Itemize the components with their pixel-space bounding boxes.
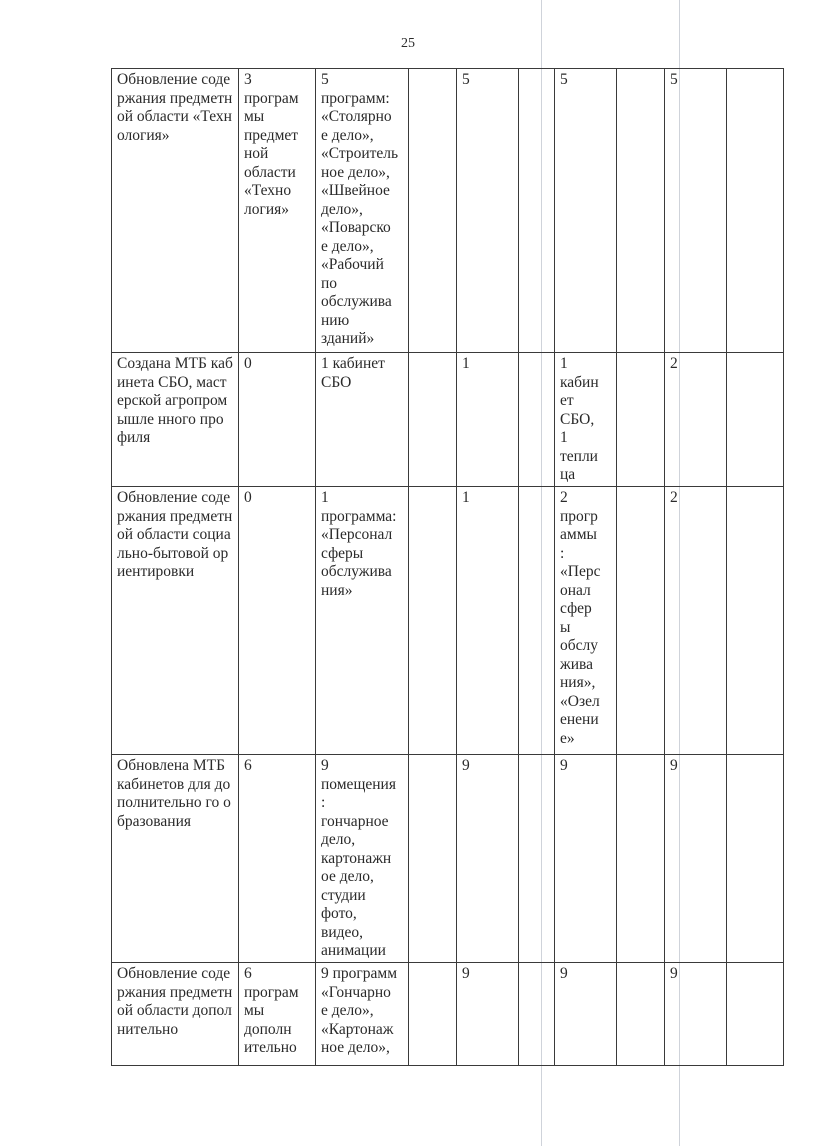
- table-row: [112, 963, 784, 1066]
- value-cell: 1: [457, 353, 519, 487]
- value-cell: 9: [555, 963, 617, 1066]
- value-cell: 2: [665, 487, 727, 755]
- page-number: 25: [401, 36, 415, 51]
- value-cell: [409, 487, 457, 755]
- indicator-cell: Обновление содержания предметной области дополнительно: [112, 963, 239, 1066]
- value-cell: [727, 487, 784, 755]
- table-row: [112, 353, 784, 487]
- baseline-cell: 0: [239, 353, 316, 487]
- target-cell: 1 кабинет СБО: [316, 353, 409, 487]
- value-cell: 9: [555, 755, 617, 963]
- target-cell: 9 помещения : гончарное дело, картонажн ое дело, студии фото, видео, анимации: [316, 755, 409, 963]
- value-cell: [617, 69, 665, 353]
- indicator-table: [111, 68, 784, 1066]
- value-cell: [409, 69, 457, 353]
- baseline-cell: 3 програм мы предмет ной области «Техно логия»: [239, 69, 316, 353]
- value-cell: [727, 755, 784, 963]
- value-cell: 1: [457, 487, 519, 755]
- baseline-cell: 0: [239, 487, 316, 755]
- value-cell: [727, 353, 784, 487]
- value-cell: [519, 487, 555, 755]
- value-cell: 9: [665, 755, 727, 963]
- value-cell: 1 кабин ет СБО, 1 тепли ца: [555, 353, 617, 487]
- value-cell: 5: [665, 69, 727, 353]
- value-cell: 5: [457, 69, 519, 353]
- value-cell: [727, 963, 784, 1066]
- value-cell: [727, 69, 784, 353]
- baseline-cell: 6 програм мы дополн ительно: [239, 963, 316, 1066]
- value-cell: [519, 963, 555, 1066]
- value-cell: [617, 755, 665, 963]
- target-cell: 1 программа: «Персонал сферы обслужива ния»: [316, 487, 409, 755]
- table-row: [112, 755, 784, 963]
- table-row: [112, 487, 784, 755]
- indicator-cell: Обновление содержания предметной области «Технология»: [112, 69, 239, 353]
- target-cell: 9 программ «Гончарно е дело», «Картонаж ное дело»,: [316, 963, 409, 1066]
- baseline-cell: 6: [239, 755, 316, 963]
- value-cell: 9: [457, 963, 519, 1066]
- value-cell: [617, 963, 665, 1066]
- indicator-cell: Обновлена МТБ кабинетов для дополнительно го образования: [112, 755, 239, 963]
- indicator-cell: Обновление содержания предметной области социально-бытовой ориентировки: [112, 487, 239, 755]
- target-cell: 5 программ: «Столярно е дело», «Строитель ное дело», «Швейное дело», «Поварско е дело», «Рабочий по обслужива нию зданий»: [316, 69, 409, 353]
- value-cell: 2 прогр аммы : «Перс онал сфер ы обслу жива ния», «Озел енени е»: [555, 487, 617, 755]
- value-cell: [519, 69, 555, 353]
- value-cell: [409, 353, 457, 487]
- indicator-cell: Создана МТБ кабинета СБО, мастерской агропромышле нного профиля: [112, 353, 239, 487]
- value-cell: 5: [555, 69, 617, 353]
- value-cell: 2: [665, 353, 727, 487]
- table-row: [112, 69, 784, 353]
- value-cell: 9: [457, 755, 519, 963]
- value-cell: [519, 755, 555, 963]
- value-cell: 9: [665, 963, 727, 1066]
- value-cell: [519, 353, 555, 487]
- value-cell: [617, 487, 665, 755]
- value-cell: [617, 353, 665, 487]
- value-cell: [409, 963, 457, 1066]
- value-cell: [409, 755, 457, 963]
